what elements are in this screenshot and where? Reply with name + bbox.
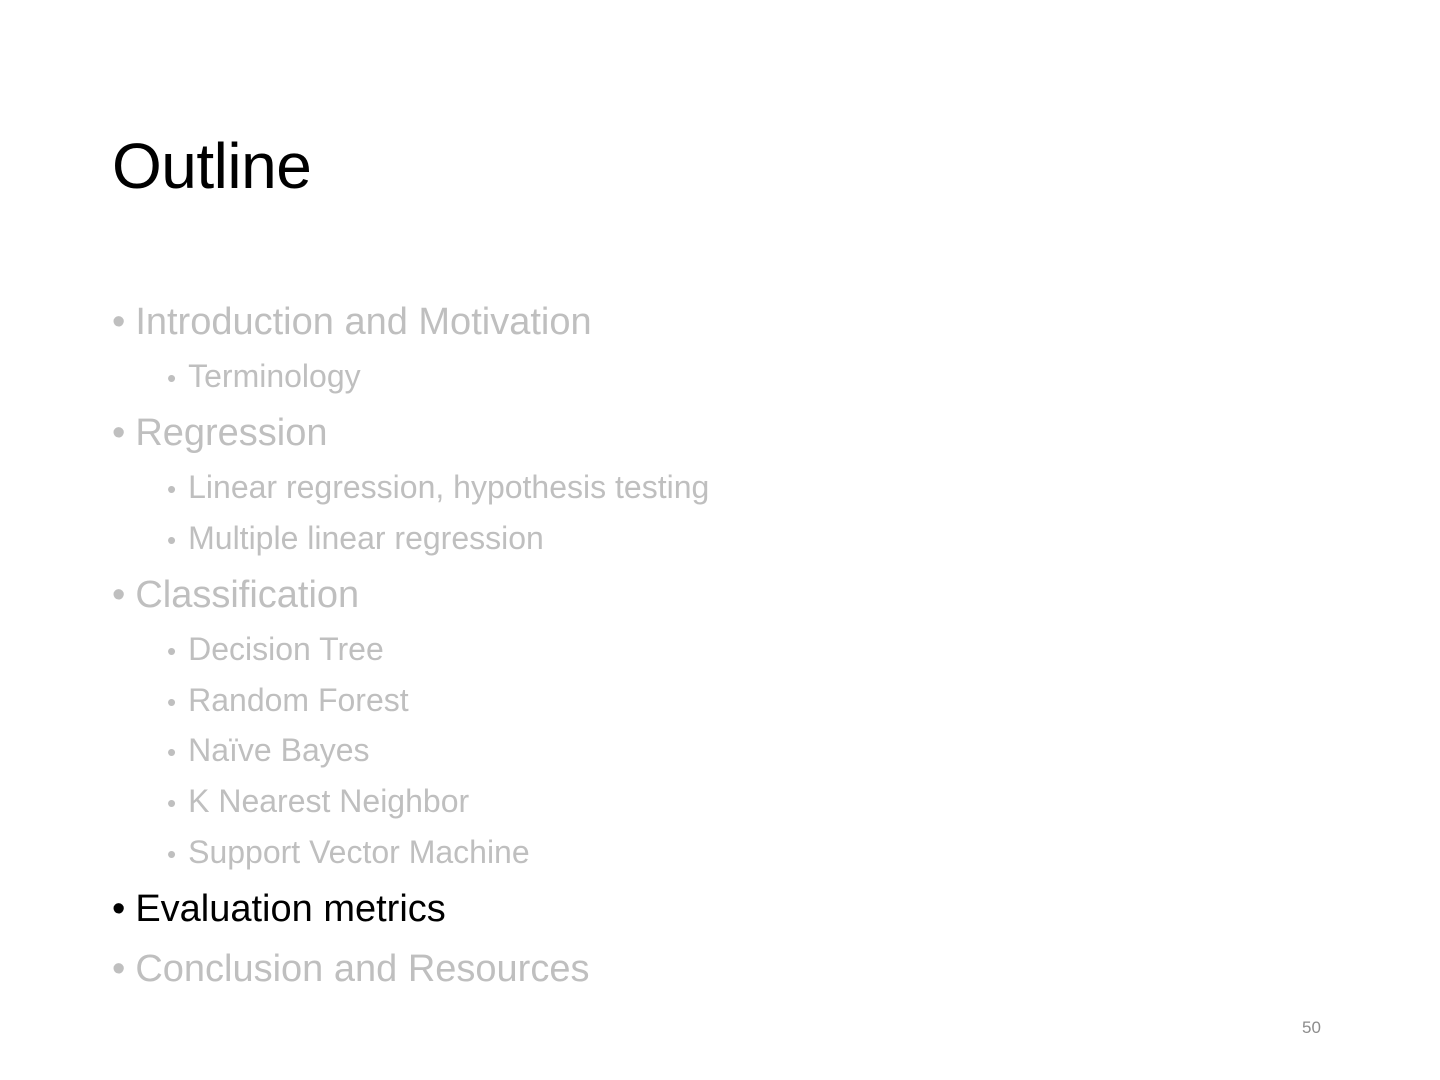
outline-subitem-support-vector-machine — [167, 832, 530, 874]
outline-list — [112, 0, 1312, 1080]
bullet-icon: • — [167, 474, 177, 504]
page-number: 50 — [1302, 1018, 1321, 1037]
outline-item-conclusion — [112, 945, 589, 993]
outline-item-regression — [112, 409, 328, 457]
outline-item-label: Regression — [135, 412, 328, 454]
outline-item-label: Decision Tree — [188, 631, 384, 667]
outline-item-label: Classification — [135, 574, 360, 616]
outline-item-classification — [112, 571, 359, 619]
outline-item-label: Multiple linear regression — [188, 520, 544, 556]
bullet-icon: • — [167, 525, 177, 555]
bullet-icon: • — [167, 687, 177, 717]
bullet-icon: • — [112, 412, 126, 454]
outline-item-label: K Nearest Neighbor — [188, 783, 470, 819]
outline-item-label: Conclusion and Resources — [135, 948, 590, 990]
bullet-icon: • — [112, 948, 126, 990]
bullet-icon: • — [112, 888, 126, 930]
outline-subitem-random-forest — [167, 680, 409, 722]
bullet-icon: • — [112, 301, 126, 343]
outline-item-label: Terminology — [188, 358, 361, 394]
outline-subitem-multiple-linear-regression — [167, 518, 544, 560]
bullet-icon: • — [112, 574, 126, 616]
outline-item-label: Evaluation metrics — [135, 888, 446, 930]
outline-subitem-terminology — [167, 356, 361, 398]
outline-item-label: Introduction and Motivation — [135, 301, 592, 343]
outline-item-label: Linear regression, hypothesis testing — [188, 469, 710, 505]
slide-title: Outline — [112, 130, 312, 202]
bullet-icon: • — [167, 737, 177, 767]
bullet-icon: • — [167, 839, 177, 869]
outline-subitem-k-nearest-neighbor — [167, 781, 469, 823]
outline-subitem-linear-regression — [167, 467, 709, 509]
outline-item-label: Support Vector Machine — [188, 834, 530, 870]
bullet-icon: • — [167, 363, 177, 393]
outline-item-introduction — [112, 298, 592, 346]
outline-item-label: Naïve Bayes — [188, 732, 370, 768]
bullet-icon: • — [167, 636, 177, 666]
outline-item-label: Random Forest — [188, 682, 409, 718]
outline-item-evaluation-metrics — [112, 885, 446, 933]
outline-subitem-naive-bayes — [167, 730, 370, 772]
bullet-icon: • — [167, 788, 177, 818]
outline-subitem-decision-tree — [167, 629, 384, 671]
